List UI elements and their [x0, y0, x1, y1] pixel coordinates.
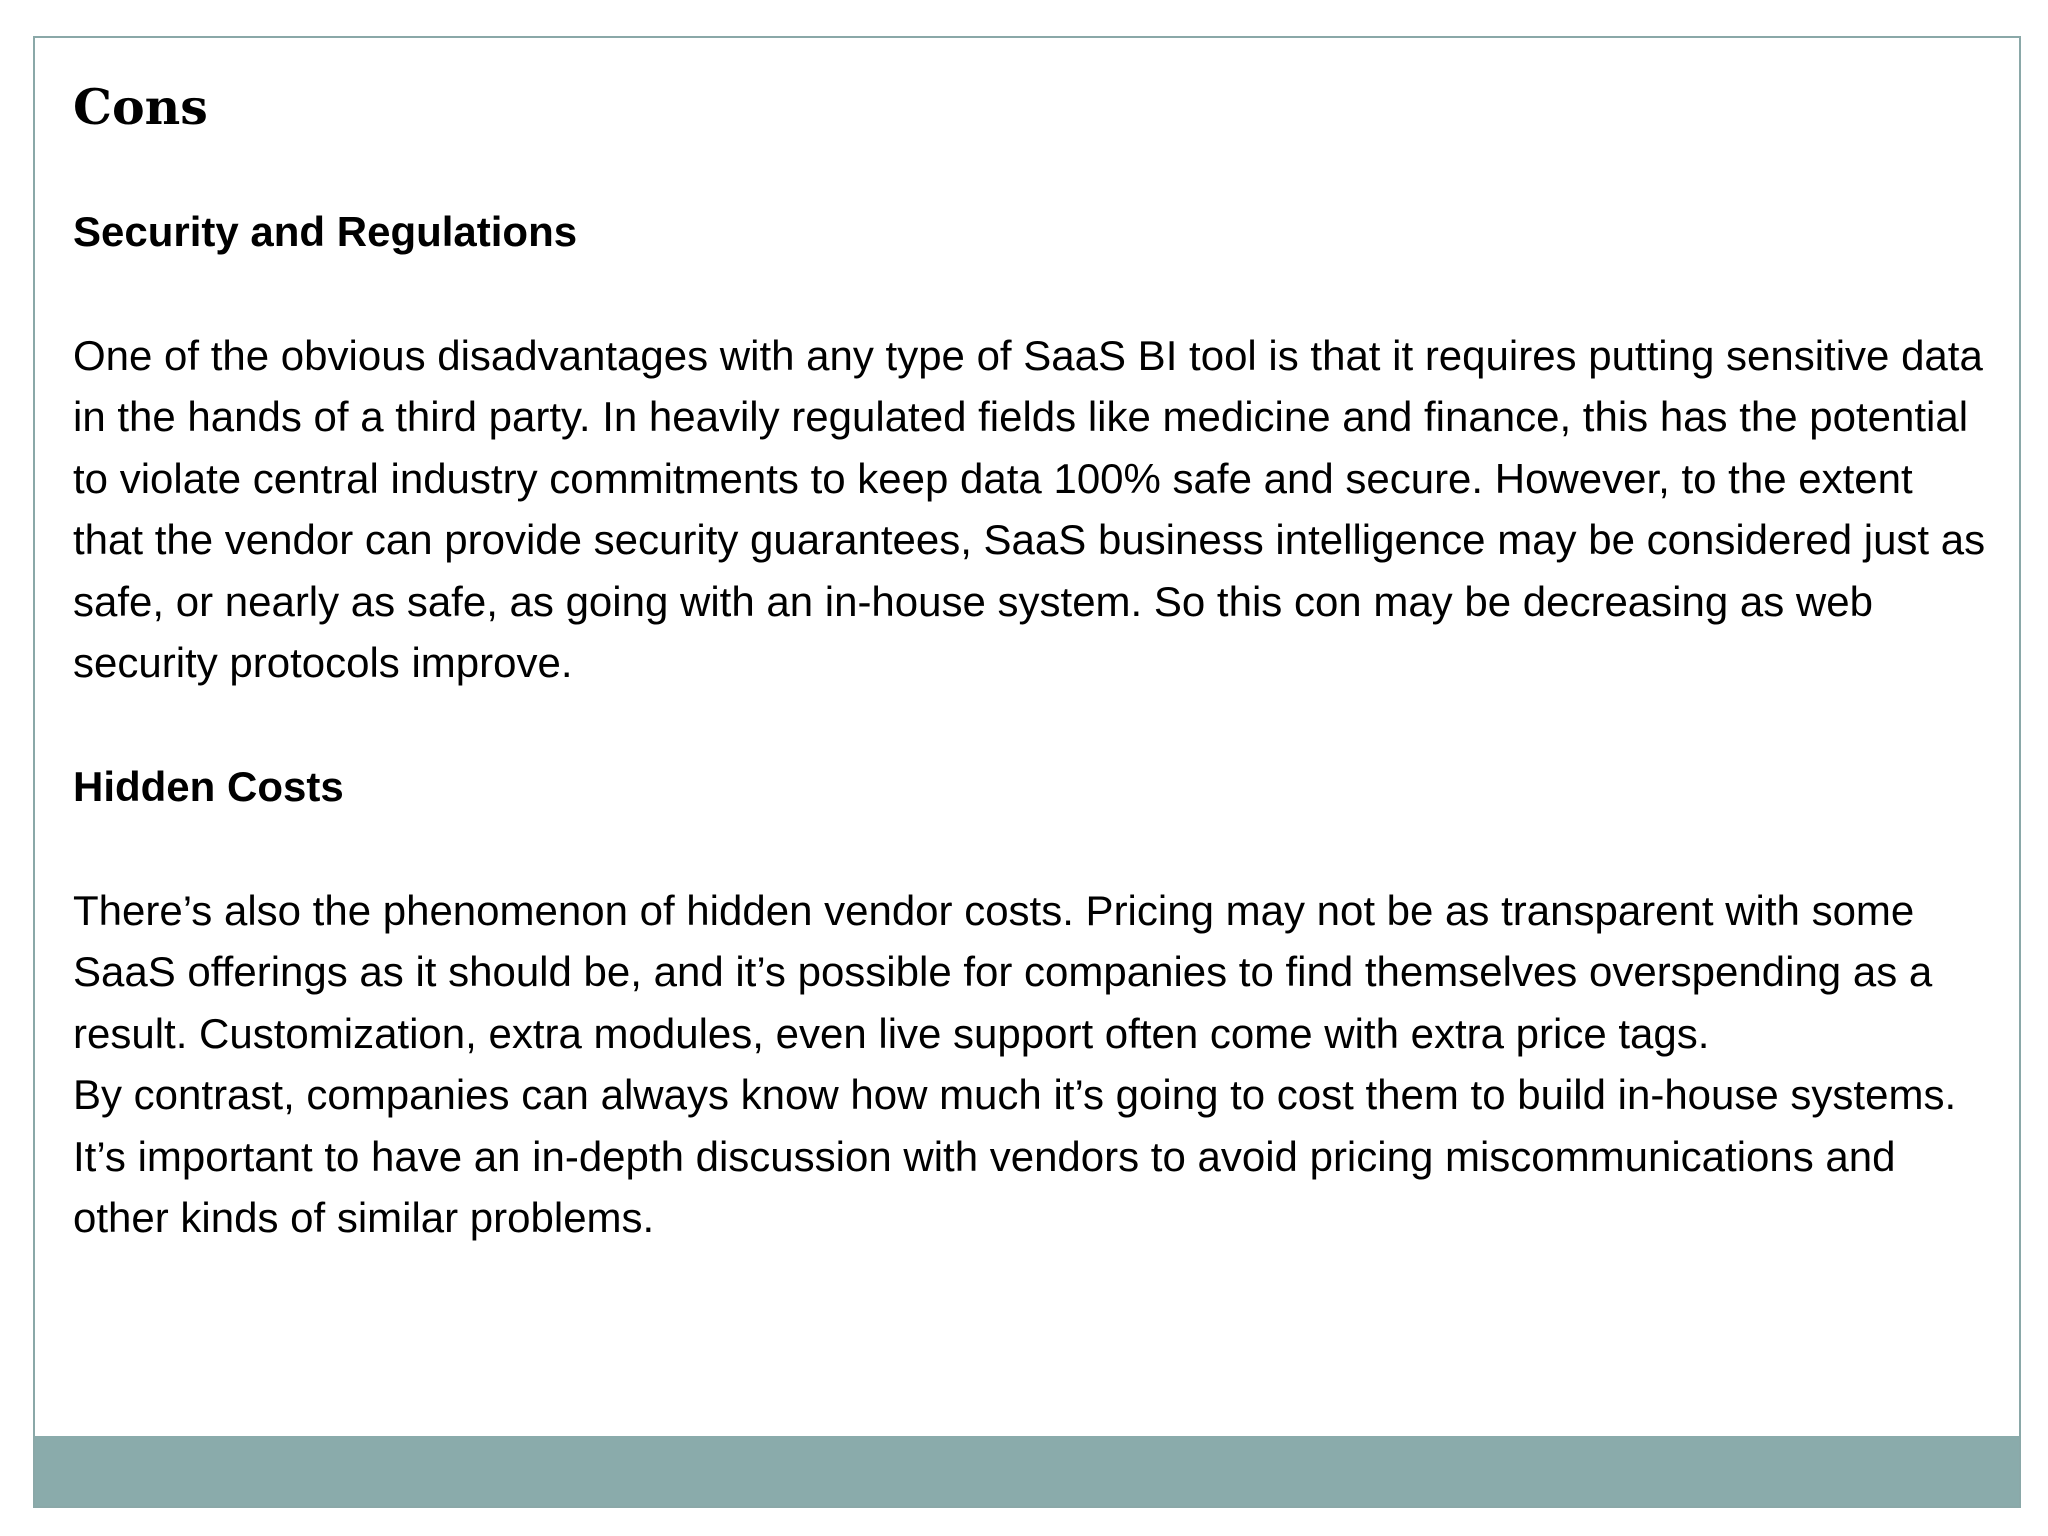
section-heading-security: Security and Regulations [73, 207, 578, 255]
section-paragraph-security: One of the obvious disadvantages with any type of SaaS BI tool is that it requires putting sensitive data in the hands of a third party. In heavily regulated fields like medicine and finance, this has the potential to violate central industry commitments to keep data 100% safe and secure. However, to the extent that the vendor can provide security guarantees, SaaS business intelligence may be considered just as safe, or nearly as safe, as going with an in-house system. So this con may be decreasing as web security protocols improve. [73, 331, 1986, 687]
slide-title: Cons [73, 78, 208, 136]
section-paragraph-hidden-costs-2: By contrast, companies can always know how much it’s going to cost them to build in-house systems. It’s important to have an in-depth discussion with vendors to avoid pricing miscommunications and other kinds of similar problems. [73, 1071, 1957, 1242]
slide-frame [33, 36, 2021, 1508]
section-spacer [73, 694, 1993, 756]
slide-content [73, 78, 1993, 1249]
footer-bar [35, 1436, 2019, 1506]
section-paragraph-hidden-costs-1: There’s also the phenomenon of hidden vendor costs. Pricing may not be as transparent with some SaaS offerings as it should be, and it’s possible for companies to find themselves overspending as a result. Customization, extra modules, even live support often come with extra price tags. [73, 886, 1933, 1057]
section-heading-hidden-costs: Hidden Costs [73, 762, 344, 810]
